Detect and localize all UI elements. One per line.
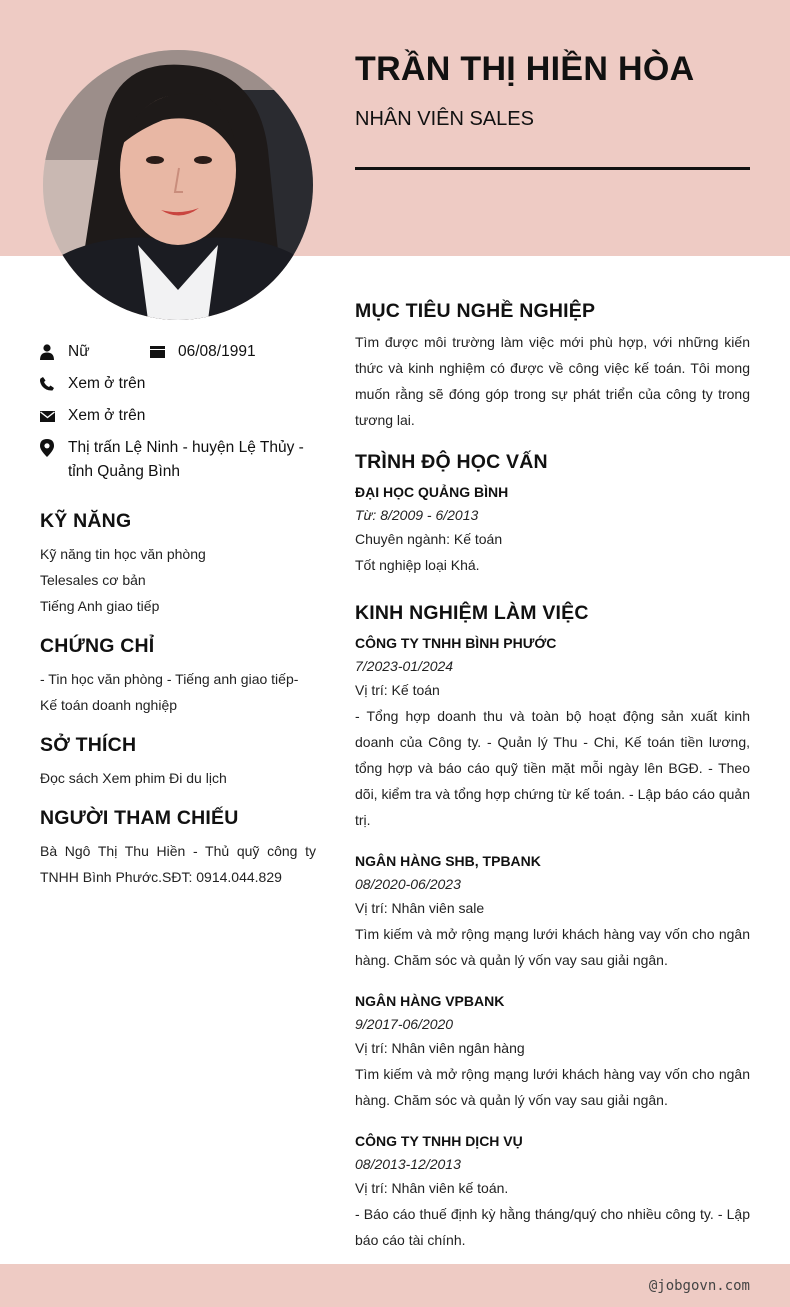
- education-section: [355, 451, 750, 578]
- profile-photo: [43, 50, 313, 320]
- phone-text: Xem ở trên: [68, 375, 146, 392]
- certificates-text: - Tin học văn phòng - Tiếng anh giao tiếp- Kế toán doanh nghiệp: [40, 671, 299, 713]
- address-text: Thị trấn Lệ Ninh - huyện Lệ Thủy - tỉnh Quảng Bình: [68, 439, 304, 480]
- job-entry: [355, 989, 750, 1113]
- hobbies-text: Đọc sách Xem phim Đi du lịch: [40, 770, 227, 786]
- birthday-text: 06/08/1991: [178, 343, 256, 360]
- email-text: Xem ở trên: [68, 407, 146, 424]
- skills-heading: KỸ NĂNG: [40, 510, 132, 532]
- company-name: NGÂN HÀNG VPBANK: [355, 993, 505, 1009]
- certificates-section: [40, 635, 316, 718]
- skill-item: Kỹ năng tin học văn phòng: [40, 546, 206, 562]
- objective-heading: MỤC TIÊU NGHỀ NGHIỆP: [355, 300, 596, 322]
- references-heading: NGƯỜI THAM CHIẾU: [40, 807, 239, 829]
- objective-section: [355, 300, 750, 433]
- experience-heading: KINH NGHIỆM LÀM VIỆC: [355, 602, 589, 624]
- phone-icon: [40, 372, 68, 396]
- job-entry: [355, 849, 750, 973]
- job-role: Vị trí: Nhân viên kế toán.: [355, 1180, 509, 1196]
- job-period: 08/2013-12/2013: [355, 1156, 461, 1172]
- job-title: NHÂN VIÊN SALES: [355, 108, 534, 130]
- school-name: ĐẠI HỌC QUẢNG BÌNH: [355, 484, 509, 500]
- references-text: Bà Ngô Thị Thu Hiền - Thủ quỹ công ty TNHH Bình Phước.SĐT: 0914.044.829: [40, 843, 316, 885]
- company-name: NGÂN HÀNG SHB, TPBANK: [355, 853, 541, 869]
- company-name: CÔNG TY TNHH BÌNH PHƯỚC: [355, 635, 557, 651]
- mail-icon: [40, 404, 68, 428]
- hobbies-heading: SỞ THÍCH: [40, 734, 137, 756]
- gender-text: Nữ: [68, 343, 90, 360]
- email-row: [40, 404, 316, 428]
- education-major: Chuyên ngành: Kế toán: [355, 531, 503, 547]
- experience-section: [355, 602, 750, 1253]
- hobbies-section: [40, 734, 316, 791]
- footer-watermark: @jobgovn.com: [648, 1278, 750, 1294]
- candidate-name: TRẦN THỊ HIỀN HÒA: [355, 50, 695, 88]
- job-entry: [355, 631, 750, 833]
- skill-item: Tiếng Anh giao tiếp: [40, 598, 160, 614]
- job-description: - Báo cáo thuế định kỳ hằng tháng/quý cho nhiều công ty. - Lập báo cáo tài chính.: [355, 1206, 750, 1248]
- job-description: - Tổng hợp doanh thu và toàn bộ hoạt động sản xuất kinh doanh của Công ty. - Quản lý Thu - Chi, Kế toán tiền lương, tổng hợp và báo cáo quỹ tiền mặt mỗi ngày lên BGĐ. - Theo dõi, kiểm tra và tổng hợp chứng từ kế toán. - Lập báo cáo quản trị.: [355, 708, 750, 828]
- skill-item: Telesales cơ bản: [40, 572, 146, 588]
- job-period: 7/2023-01/2024: [355, 658, 454, 674]
- title-divider: [355, 167, 750, 170]
- job-entry: [355, 1129, 750, 1253]
- job-role: Vị trí: Nhân viên sale: [355, 900, 485, 916]
- education-period: Từ: 8/2009 - 6/2013: [355, 507, 479, 523]
- address-row: [40, 436, 316, 484]
- education-heading: TRÌNH ĐỘ HỌC VẤN: [355, 451, 548, 473]
- gender-birthday-row: [40, 340, 316, 364]
- right-column: [355, 300, 750, 1271]
- person-icon: [40, 340, 68, 364]
- objective-text: Tìm được môi trường làm việc mới phù hợp, với những kiến thức và kinh nghiệm có được về công việc kế toán. Tôi mong muốn rằng sẽ đóng góp trong sự phát triển của công ty trong tương lai.: [355, 334, 750, 428]
- phone-row: [40, 372, 316, 396]
- location-pin-icon: [40, 436, 68, 460]
- certificates-heading: CHỨNG CHỈ: [40, 635, 155, 657]
- job-period: 08/2020-06/2023: [355, 876, 461, 892]
- calendar-icon: [150, 340, 178, 364]
- references-section: [40, 807, 316, 890]
- job-role: Vị trí: Nhân viên ngân hàng: [355, 1040, 525, 1056]
- left-column: [40, 340, 316, 890]
- company-name: CÔNG TY TNHH DỊCH VỤ: [355, 1133, 523, 1149]
- education-result: Tốt nghiệp loại Khá.: [355, 557, 480, 573]
- job-description: Tìm kiếm và mở rộng mạng lưới khách hàng vay vốn cho ngân hàng. Chăm sóc và quản lý vốn vay sau giải ngân.: [355, 926, 750, 968]
- skills-section: [40, 510, 316, 619]
- job-role: Vị trí: Kế toán: [355, 682, 440, 698]
- job-period: 9/2017-06/2020: [355, 1016, 454, 1032]
- job-description: Tìm kiếm và mở rộng mạng lưới khách hàng vay vốn cho ngân hàng. Chăm sóc và quản lý vốn vay sau giải ngân.: [355, 1066, 750, 1108]
